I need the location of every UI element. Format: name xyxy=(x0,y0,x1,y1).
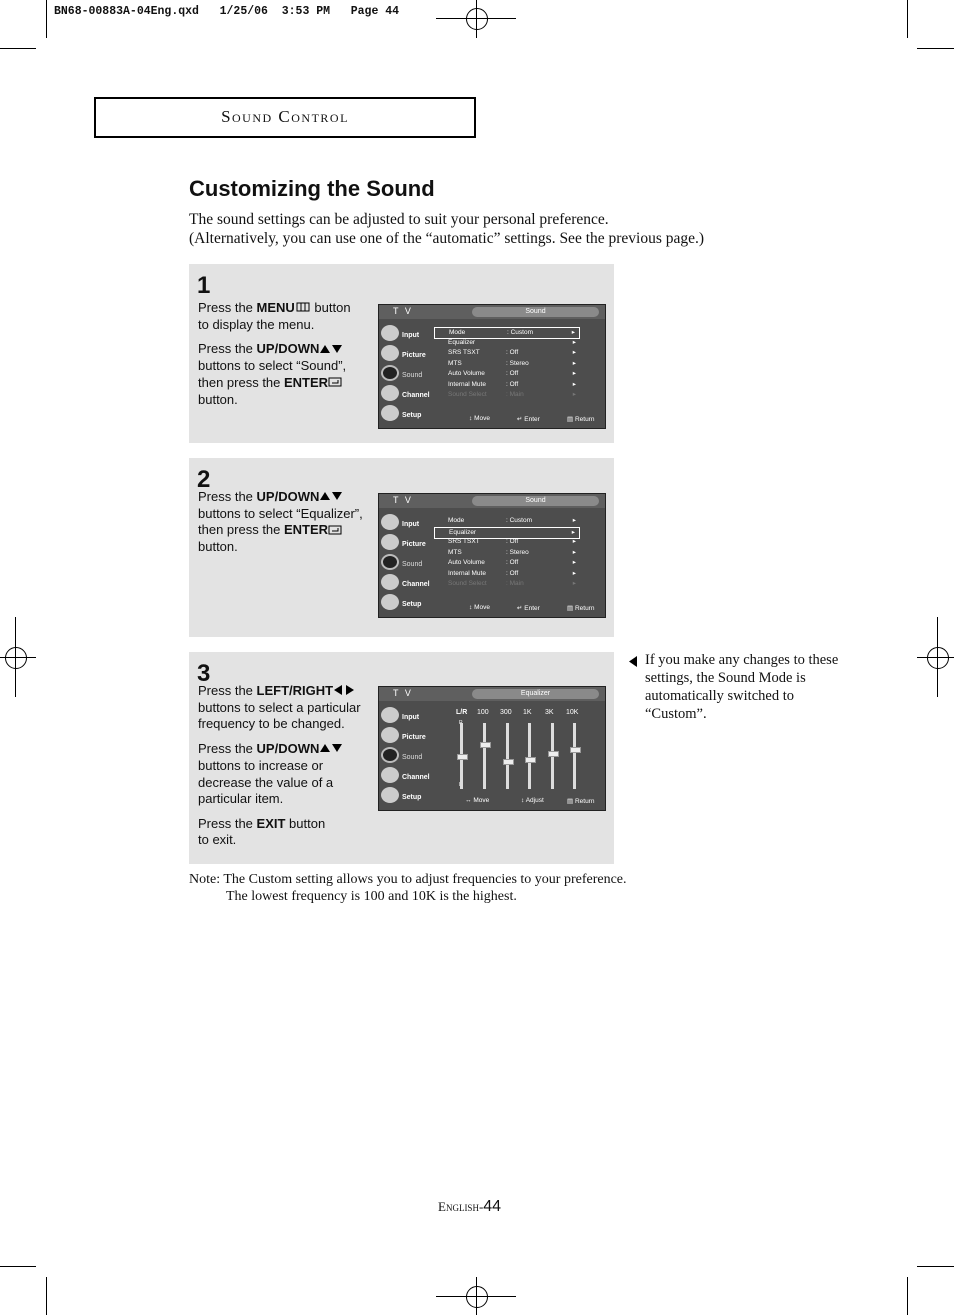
sidebar-item-setup: Setup xyxy=(381,405,425,423)
registration-mark xyxy=(15,617,16,697)
sidebar-item-picture: Picture xyxy=(381,345,425,363)
tv-sound-menu-1: T V Sound Input Picture Sound Channel Setup Mode : Custom ▸ Equalizer ▸ SRS TSXT : Off ▸ MTS : Stereo ▸ Auto Volume : Off ▸ Internal Mute : Off ▸ Sound Select : Main ▸ ↕ Move ↵ Enter ▤ Return xyxy=(378,304,606,429)
registration-mark xyxy=(937,617,938,697)
step-3-panel xyxy=(189,652,614,864)
sidebar-item-setup: Setup xyxy=(381,594,425,612)
crop-mark xyxy=(917,1266,954,1267)
step-1-text xyxy=(198,300,363,416)
sound-icon xyxy=(381,365,399,381)
registration-mark xyxy=(927,647,949,669)
input-icon xyxy=(381,514,399,530)
left-right-icon xyxy=(333,683,355,700)
note: Note: The Custom setting allows you to adjust frequencies to your preference. The lowest frequency is 100 and 10K is the highest. xyxy=(189,872,627,904)
eq-track xyxy=(506,723,509,789)
eq-slider-knob xyxy=(525,757,536,763)
step-1-para-2: Press the UP/DOWN buttons to select “Sound”, then press the ENTER button. xyxy=(198,341,347,407)
step-1-panel xyxy=(189,264,614,443)
sidebar-item-picture: Picture xyxy=(381,534,425,552)
menu-row-mode: Mode : Custom ▸ xyxy=(434,327,580,339)
crop-mark xyxy=(46,1277,47,1315)
step-3-para-2: Press the UP/DOWN buttons to increase or decrease the value of a particular item. xyxy=(198,741,373,808)
crop-mark xyxy=(0,48,36,49)
band-label: 3K xyxy=(545,709,554,716)
step-2-para-1: Press the UP/DOWN buttons to select “Equalizer”, then press the ENTER button. xyxy=(198,489,363,555)
file-header: BN68-00883A-04Eng.qxd 1/25/06 3:53 PM Page 44 xyxy=(54,5,400,18)
picture-icon xyxy=(381,534,399,550)
setup-icon xyxy=(381,787,399,803)
menu-row-mts: MTS : Stereo ▸ xyxy=(448,359,576,367)
sidebar-item-input: Input xyxy=(381,707,425,725)
registration-mark xyxy=(0,657,36,658)
eq-slider-knob xyxy=(457,754,468,760)
menu-row-equalizer: Equalizer ▸ xyxy=(448,338,576,346)
registration-mark xyxy=(476,0,477,38)
sidebar-item-setup: Setup xyxy=(381,787,425,805)
menu-row-sound-select: Sound Select : Main ▸ xyxy=(448,391,576,398)
sidebar-item-channel: Channel xyxy=(381,574,425,592)
input-icon xyxy=(381,325,399,341)
menu-row-mts: MTS : Stereo ▸ xyxy=(448,548,576,556)
menu-row-auto-volume: Auto Volume : Off ▸ xyxy=(448,559,576,566)
channel-icon xyxy=(381,574,399,590)
sound-icon xyxy=(381,747,399,763)
band-label: 10K xyxy=(566,709,579,716)
step-3-text xyxy=(198,683,373,857)
menu-row-sound-select: Sound Select : Main ▸ xyxy=(448,580,576,587)
sidebar-item-input: Input xyxy=(381,514,425,532)
input-icon xyxy=(381,707,399,723)
menu-row-internal-mute: Internal Mute : Off ▸ xyxy=(448,380,576,388)
sidebar-item-picture: Picture xyxy=(381,727,425,745)
setup-icon xyxy=(381,594,399,610)
picture-icon xyxy=(381,345,399,361)
eq-slider-knob xyxy=(480,742,491,748)
menu-row-equalizer: Equalizer ▸ xyxy=(434,527,580,539)
band-label: 300 xyxy=(500,709,512,716)
tv-sound-menu-2: T V Sound Input Picture Sound Channel Setup Mode : Custom ▸ Equalizer ▸ SRS TSXT : Off ▸ MTS : Stereo ▸ Auto Volume : Off ▸ Internal Mute : Off ▸ Sound Select : Main ▸ ↕ Move ↵ Enter ▤ Return xyxy=(378,493,606,618)
sidebar-item-input: Input xyxy=(381,325,425,343)
registration-mark xyxy=(917,657,954,658)
crop-mark xyxy=(0,1266,36,1267)
step-number: 1 xyxy=(197,272,211,299)
setup-icon xyxy=(381,405,399,421)
registration-mark xyxy=(476,1277,477,1315)
sound-icon xyxy=(381,554,399,570)
page-title: Customizing the Sound xyxy=(189,176,435,201)
eq-track xyxy=(528,723,531,789)
band-label: L/R xyxy=(456,709,468,716)
menu-row-srs: SRS TSXT : Off ▸ xyxy=(448,349,576,356)
picture-icon xyxy=(381,727,399,743)
enter-icon xyxy=(328,523,344,540)
up-down-icon xyxy=(319,741,343,758)
enter-icon xyxy=(328,375,344,392)
sidebar-item-sound: Sound xyxy=(381,747,425,765)
channel-icon xyxy=(381,385,399,401)
band-label: 100 xyxy=(477,709,489,716)
eq-slider-knob xyxy=(570,747,581,753)
step-3-para-1: Press the LEFT/RIGHT buttons to select a particular frequency to be changed. xyxy=(198,683,361,732)
intro-line-2: (Alternatively, you can use one of the “automatic” settings. See the previous page.) xyxy=(189,230,705,247)
page-footer: English-44 xyxy=(438,1198,502,1215)
band-label: 1K xyxy=(523,709,532,716)
step-number: 3 xyxy=(197,660,211,687)
sidebar-item-channel: Channel xyxy=(381,767,425,785)
step-2-panel xyxy=(189,458,614,637)
menu-row-internal-mute: Internal Mute : Off ▸ xyxy=(448,569,576,577)
channel-icon xyxy=(381,767,399,783)
step-3-para-3: Press the EXIT button to exit. xyxy=(198,815,326,848)
eq-slider-knob xyxy=(503,759,514,765)
registration-mark xyxy=(466,1286,488,1308)
crop-mark xyxy=(907,0,908,38)
up-down-icon xyxy=(319,342,343,359)
crop-mark xyxy=(46,0,47,38)
step-1-para-1: Press the MENU button to display the menu. xyxy=(198,300,351,332)
up-down-icon xyxy=(319,489,343,506)
menu-icon xyxy=(295,300,311,317)
step-number: 2 xyxy=(197,466,211,493)
left-arrow-icon xyxy=(629,654,637,672)
registration-mark xyxy=(466,8,488,30)
side-note: If you make any changes to these settings, the Sound Mode is automatically switched to “Custom”. xyxy=(629,651,839,723)
crop-mark xyxy=(907,1277,908,1315)
eq-track xyxy=(483,723,486,789)
crop-mark xyxy=(917,48,954,49)
sidebar-item-sound: Sound xyxy=(381,554,425,572)
tv-equalizer: T V Equalizer Input Picture Sound Channel Setup L/R 100 300 1K 3K 10K ↔ Move ↕ Adjust ▤ Return xyxy=(378,686,606,811)
menu-row-srs: SRS TSXT : Off ▸ xyxy=(448,538,576,545)
eq-slider-knob xyxy=(548,751,559,757)
eq-track xyxy=(573,723,576,789)
menu-row-auto-volume: Auto Volume : Off ▸ xyxy=(448,370,576,377)
step-2-text xyxy=(198,489,373,564)
sidebar-item-channel: Channel xyxy=(381,385,425,403)
menu-row-mode: Mode : Custom ▸ xyxy=(448,517,576,524)
section-box xyxy=(94,97,476,138)
registration-mark xyxy=(5,647,27,669)
intro-line-1: The sound settings can be adjusted to suit your personal preference. xyxy=(189,211,609,228)
sidebar-item-sound: Sound xyxy=(381,365,425,383)
section-title: Sound Control xyxy=(221,107,349,126)
